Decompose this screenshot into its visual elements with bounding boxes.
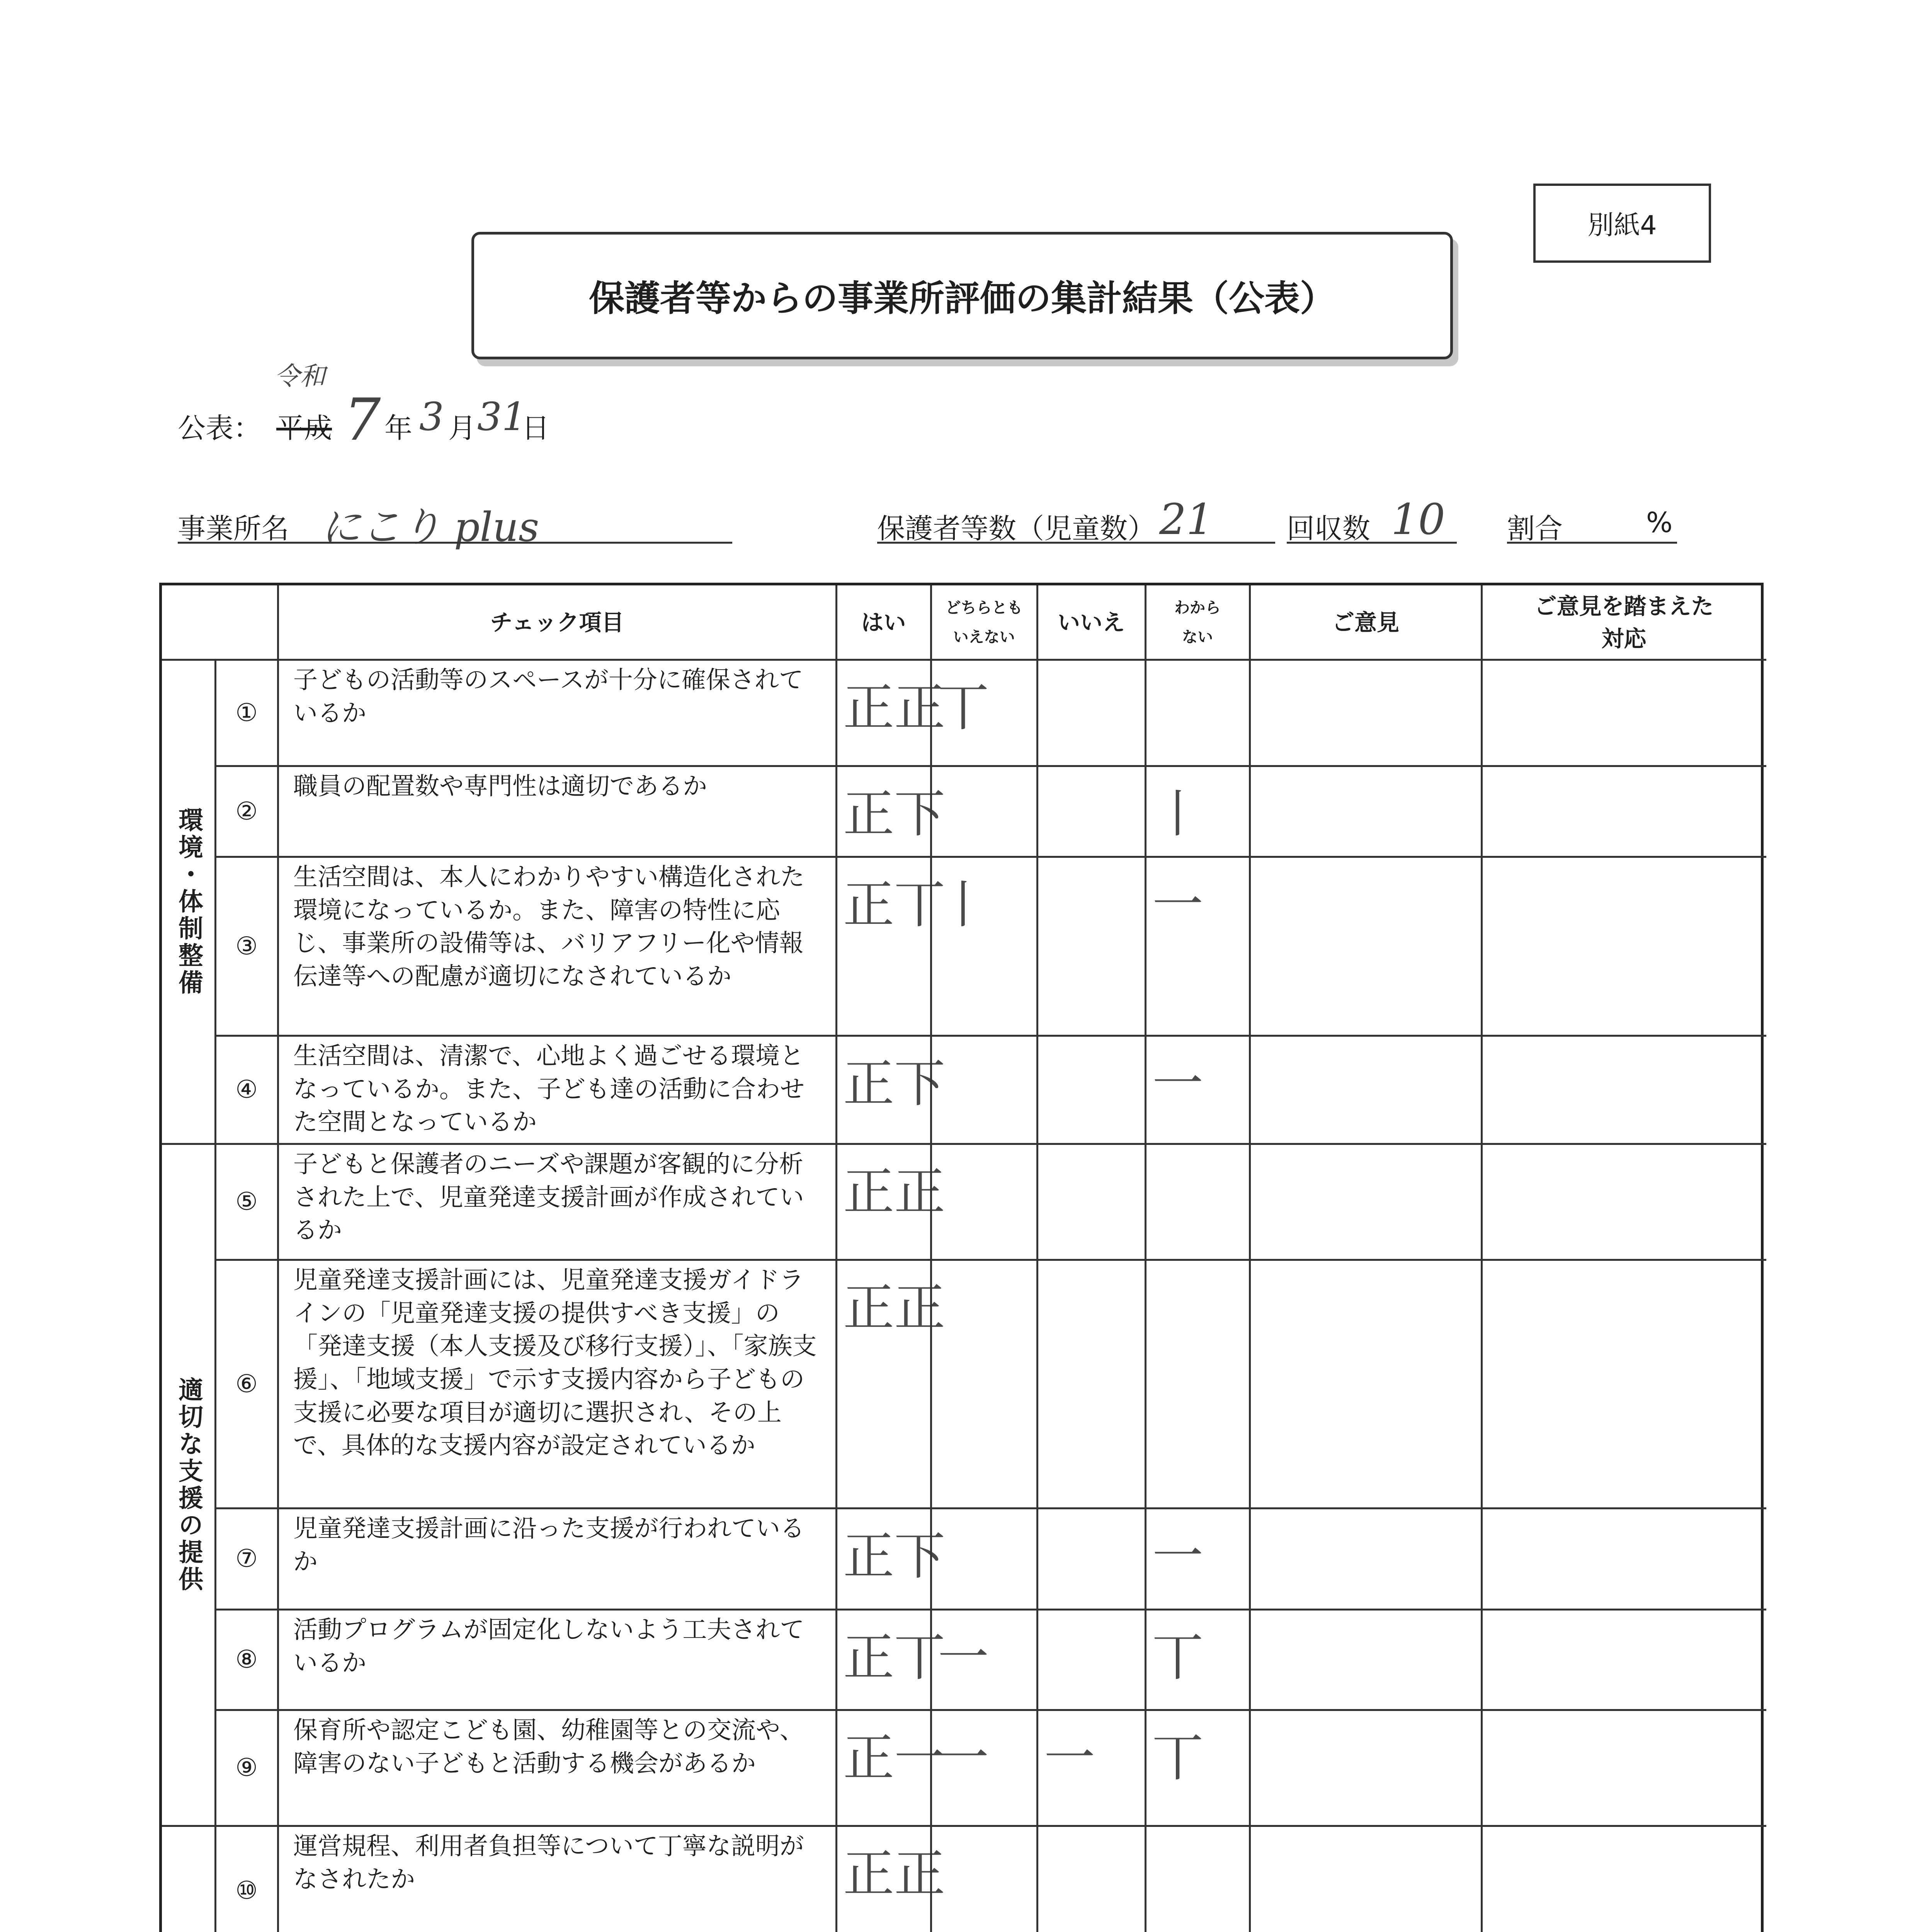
tally-neither [931,1826,1037,1932]
tally-yes: 正下 [843,1527,945,1586]
opinion-cell [1250,1260,1482,1508]
tally-unknown [1145,1826,1250,1932]
row-divider [215,856,1766,858]
tally-unknown: 一 [1152,1527,1203,1586]
tally-neither: 丨 [938,875,989,935]
ratio-underline [1507,542,1677,544]
row-divider [162,1825,1766,1827]
column-divider [1481,585,1483,1932]
opinion-cell [1250,766,1482,857]
tally-neither: 一 [938,1628,989,1687]
office-underline [178,542,732,544]
row-divider [215,1507,1766,1509]
page-title: 保護者等からの事業所評価の集計結果（公表） [471,232,1453,359]
office-info-row [0,495,1917,549]
row-divider [215,765,1766,767]
tally-unknown: 丨 [1152,784,1203,844]
tally-unknown [1145,660,1250,766]
header-neither: どちらとも いえない [945,599,1023,646]
evaluation-table [159,583,1764,1932]
opinion-cell [1250,1508,1482,1609]
header-response: ご意見を踏まえた 対応 [1534,593,1714,652]
category-label [162,1826,215,1932]
tally-neither: 一 [938,1728,989,1788]
publication-day-unit: 日 [522,412,550,444]
tally-yes: 正正 [843,1278,945,1338]
check-item-text: 保育所や認定こども園、幼稚園等との交流や、障害のない子どもと活動する機会があるか [293,1716,804,1777]
returned-count: 10 [1391,495,1445,544]
header-divider [162,659,1766,661]
guardians-underline [877,542,1275,544]
office-name: にこり plus [321,503,539,551]
ratio-label: 割合 [1507,512,1563,545]
tally-yes: 正正 [843,678,945,738]
tally-unknown [1145,1260,1250,1508]
annex-label: 別紙4 [1533,184,1711,263]
tally-no [1037,1609,1145,1710]
check-item-text: 活動プログラムが固定化しないよう工夫されているか [293,1616,805,1677]
response-cell [1482,857,1766,1036]
publication-label: 公表： [178,412,262,444]
publication-era-crossed: 平成 [276,412,332,444]
row-divider [162,1143,1766,1145]
response-cell [1482,660,1766,766]
opinion-cell [1250,1710,1482,1826]
row-number: ⑥ [235,1369,258,1398]
tally-neither [931,1260,1037,1508]
tally-yes: 正正 [843,1844,945,1904]
publication-year-unit: 年 [384,412,413,444]
row-divider [215,1259,1766,1261]
tally-neither [931,1144,1037,1260]
tally-unknown: 丅 [1152,1628,1203,1687]
check-item-text: 運営規程、利用者負担等について丁寧な説明がなされたか [293,1832,804,1893]
publication-year: 7 [344,386,381,454]
opinion-cell [1250,660,1482,766]
category-label: 適切な支援の提供 [174,1376,203,1593]
row-number: ⑤ [235,1187,258,1216]
row-number: ③ [235,932,258,961]
tally-no [1037,660,1145,766]
publication-month: 3 [419,394,444,439]
row-number: ⑩ [235,1876,258,1905]
check-item-text: 子どもの活動等のスペースが十分に確保されているか [293,666,803,727]
row-divider [215,1035,1766,1037]
tally-no [1037,1508,1145,1609]
guardians-count: 21 [1159,495,1213,544]
tally-neither: 丅 [938,678,989,738]
response-cell [1482,1508,1766,1609]
opinion-cell [1250,1144,1482,1260]
check-item-text: 児童発達支援計画には、児童発達支援ガイドラインの「児童発達支援の提供すべき支援」の「発達支援（本人支援及び移行支援）」、「家族支援」、「地域支援」で示す支援内容から子どもの支援に必要な項目が適切に選択され、その上で、具体的な支援内容が設定されているか [293,1266,817,1460]
header-check-item: チェック項目 [490,609,624,636]
tally-no: 一 [1044,1728,1095,1788]
row-number: ② [235,797,258,826]
tally-no [1037,1260,1145,1508]
response-cell [1482,1036,1766,1144]
tally-unknown: 一 [1152,875,1203,935]
opinion-cell [1250,1036,1482,1144]
tally-no [1037,1144,1145,1260]
check-item-text: 職員の配置数や専門性は適切であるか [293,772,707,800]
tally-neither [931,766,1037,857]
tally-yes: 正正 [843,1162,945,1222]
check-item-text: 生活空間は、本人にわかりやすい構造化された環境になっているか。また、障害の特性に応じ、事業所の設備等は、バリアフリー化や情報伝達等への配慮が適切になされているか [293,863,805,991]
tally-no [1037,857,1145,1036]
header-opinion: ご意見 [1332,609,1399,636]
tally-unknown: 丅 [1152,1728,1203,1788]
publication-month-unit: 月 [448,412,476,444]
tally-yes: 正丅 [843,1628,945,1687]
column-divider [214,660,216,1932]
response-cell [1482,1260,1766,1508]
row-number: ⑦ [235,1544,258,1573]
opinion-cell [1250,857,1482,1036]
header-no: いいえ [1057,609,1125,636]
row-number: ⑨ [235,1753,258,1782]
ratio-unit: % [1646,506,1673,539]
tally-yes: 正一 [843,1728,945,1788]
response-cell [1482,1144,1766,1260]
opinion-cell [1250,1609,1482,1710]
tally-unknown [1145,1144,1250,1260]
tally-yes: 正下 [843,784,945,844]
guardians-label: 保護者等数（児童数） [877,512,1156,545]
response-cell [1482,766,1766,857]
response-cell [1482,1710,1766,1826]
tally-no [1037,766,1145,857]
response-cell [1482,1826,1766,1932]
tally-yes: 正下 [843,1054,945,1114]
response-cell [1482,1609,1766,1710]
row-divider [215,1709,1766,1711]
header-yes: はい [861,609,906,636]
row-divider [215,1609,1766,1611]
office-label: 事業所名 [178,512,289,545]
check-item-text: 児童発達支援計画に沿った支援が行われているか [293,1514,805,1576]
header-unknown: わから ない [1174,599,1221,646]
check-item-text: 生活空間は、清潔で、心地よく過ごせる環境となっているか。また、子ども達の活動に合わせた空間となっているか [293,1042,805,1136]
row-number: ④ [235,1075,258,1104]
category-label: 環境・体制整備 [174,807,203,997]
tally-yes: 正丅 [843,875,945,935]
returned-label: 回収数 [1287,512,1371,545]
column-divider [835,585,837,1932]
tally-unknown: 一 [1152,1054,1203,1114]
publication-day: 31 [477,394,527,439]
tally-neither [931,1036,1037,1144]
column-divider [1145,585,1146,1932]
tally-no [1037,1036,1145,1144]
column-divider [1249,585,1251,1932]
column-divider [277,585,279,1932]
row-number: ① [235,698,258,727]
tally-neither [931,1508,1037,1609]
row-number: ⑧ [235,1645,258,1674]
returned-underline [1287,542,1457,544]
opinion-cell [1250,1826,1482,1932]
column-divider [930,585,932,1932]
column-divider [1036,585,1038,1932]
publication-era-handwritten: 令和 [274,361,325,391]
tally-no [1037,1826,1145,1932]
check-item-text: 子どもと保護者のニーズや課題が客観的に分析された上で、児童発達支援計画が作成されているか [293,1150,804,1245]
